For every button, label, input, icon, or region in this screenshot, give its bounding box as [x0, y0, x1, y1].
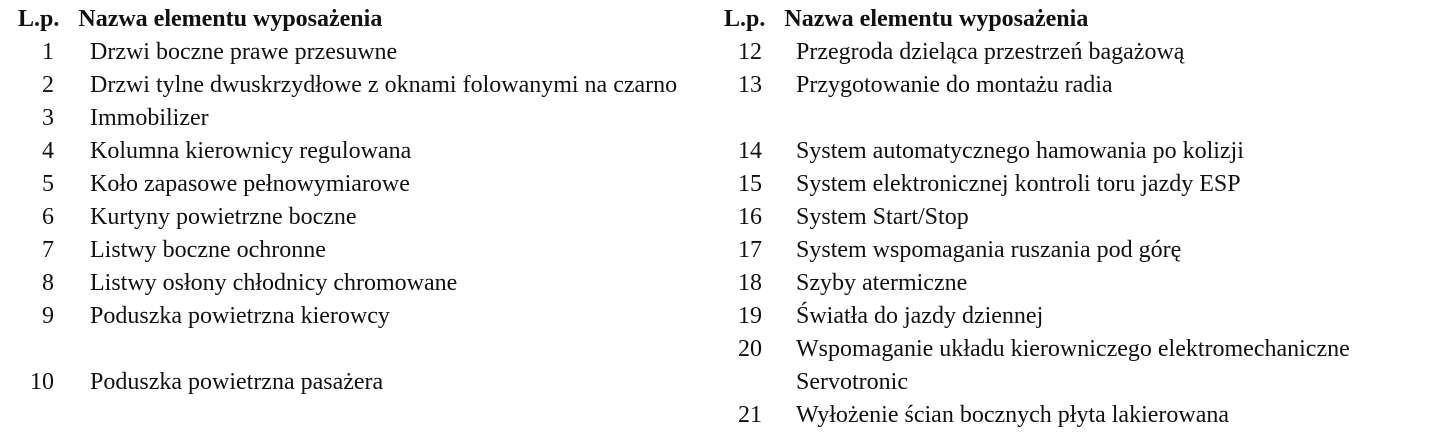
item-number: 4: [42, 138, 54, 164]
item-number: 19: [738, 303, 762, 329]
item-number: 17: [738, 237, 762, 263]
item-name: Drzwi tylne dwuskrzydłowe z oknami folowanymi na czarno: [90, 72, 678, 98]
list-item: [0, 69, 700, 102]
item-name: Kurtyny powietrzne boczne: [90, 204, 357, 230]
item-number: 14: [738, 138, 762, 164]
list-item: [714, 135, 1440, 168]
item-name: Drzwi boczne prawe przesuwne: [90, 39, 398, 65]
list-item: [0, 234, 700, 267]
list-item: [714, 69, 1440, 102]
item-name: Wspomaganie układu kierowniczego elektromechaniczne Servotronic: [796, 336, 1350, 395]
list-item: [0, 267, 700, 300]
item-name: System elektronicznej kontroli toru jazdy ESP: [796, 171, 1241, 197]
item-name: Poduszka powietrzna kierowcy: [90, 303, 390, 329]
list-item: [0, 36, 700, 69]
list-item: [0, 366, 700, 399]
item-name: Koło zapasowe pełnowymiarowe: [90, 171, 410, 197]
item-number: 16: [738, 204, 762, 230]
left-column: [0, 3, 700, 399]
item-number: 3: [42, 105, 54, 131]
item-name: Szyby atermiczne: [796, 270, 968, 296]
lp-header: L.p.: [18, 6, 60, 32]
list-item: [714, 36, 1440, 69]
list-item: [0, 168, 700, 201]
item-name: Przegroda dzieląca przestrzeń bagażową: [796, 39, 1185, 65]
item-number: 7: [42, 237, 54, 263]
item-number: 10: [30, 369, 54, 395]
item-number: 8: [42, 270, 54, 296]
item-name: Wyłożenie ścian bocznych płyta lakierowana: [796, 402, 1230, 428]
list-item: [714, 300, 1440, 333]
list-item: [714, 399, 1440, 432]
list-item: [0, 201, 700, 234]
item-name: Poduszka powietrzna pasażera: [90, 369, 384, 395]
left-header-row: [0, 3, 700, 36]
lp-header: L.p.: [724, 6, 766, 32]
item-name: Listwy boczne ochronne: [90, 237, 326, 263]
item-name: Kolumna kierownicy regulowana: [90, 138, 412, 164]
item-number: 18: [738, 270, 762, 296]
list-item: [0, 102, 700, 135]
item-number: 13: [738, 72, 762, 98]
item-name: System wspomagania ruszania pod górę: [796, 237, 1182, 263]
list-item: [714, 201, 1440, 234]
list-item: [714, 168, 1440, 201]
item-name: Przygotowanie do montażu radia: [796, 72, 1113, 98]
list-item: [714, 333, 1440, 399]
name-header: Nazwa elementu wyposażenia: [784, 6, 1089, 32]
item-number: 21: [738, 402, 762, 428]
list-item: [714, 234, 1440, 267]
item-number: 5: [42, 171, 54, 197]
item-number: 20: [738, 336, 762, 362]
list-item: [0, 300, 700, 333]
item-number: 6: [42, 204, 54, 230]
item-number: 2: [42, 72, 54, 98]
item-name: Immobilizer: [90, 105, 209, 131]
name-header: Nazwa elementu wyposażenia: [78, 6, 383, 32]
item-number: 15: [738, 171, 762, 197]
right-column: [714, 3, 1440, 432]
item-name: Listwy osłony chłodnicy chromowane: [90, 270, 458, 296]
item-name: System Start/Stop: [796, 204, 969, 230]
item-number: 9: [42, 303, 54, 329]
item-name: System automatycznego hamowania po kolizji: [796, 138, 1244, 164]
item-name: Światła do jazdy dziennej: [796, 303, 1044, 329]
list-item: [714, 267, 1440, 300]
list-item: [0, 135, 700, 168]
item-number: 1: [42, 39, 54, 65]
right-header-row: [714, 3, 1440, 36]
item-number: 12: [738, 39, 762, 65]
